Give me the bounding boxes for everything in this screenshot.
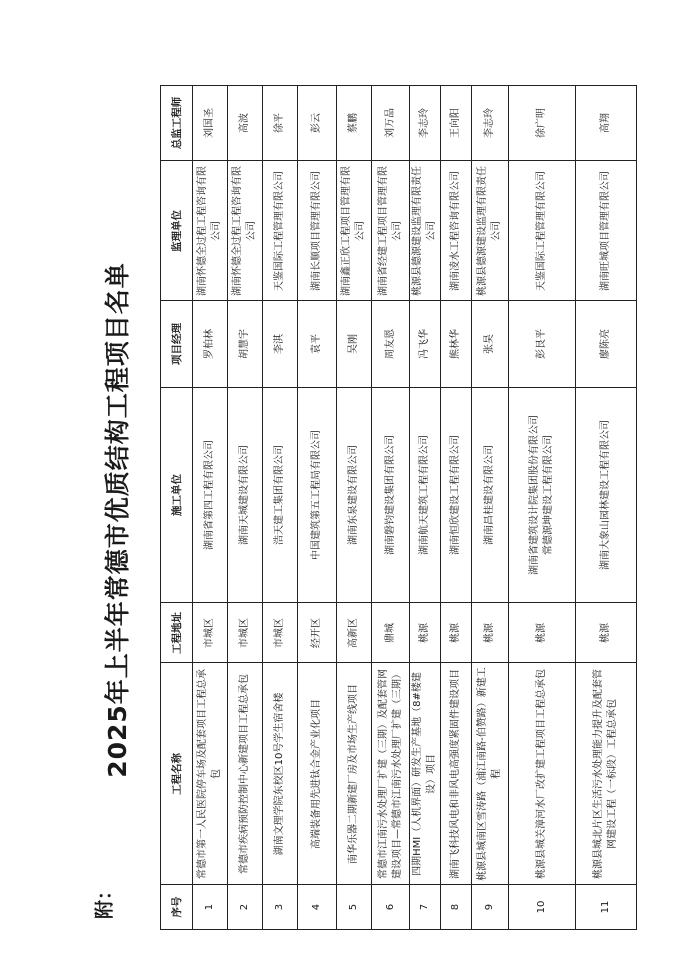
cell-text-pm: 张昊	[484, 334, 495, 354]
field-row-supervisor	[161, 161, 637, 301]
cell-chief-row-8	[441, 86, 472, 161]
header-label-address: 工程地址	[170, 611, 183, 654]
cell-no-row-8	[441, 885, 472, 930]
header-address	[161, 603, 193, 663]
cell-address-row-5	[337, 603, 372, 663]
cell-text-pm: 熊林华	[450, 329, 461, 359]
cell-name-row-7	[410, 663, 441, 885]
header-name	[161, 663, 193, 885]
cell-name-row-5	[337, 663, 372, 885]
cell-name-row-3	[263, 663, 298, 885]
cell-text-name: 常德市第一人民医院停车场及配套项目工程总承包	[197, 668, 222, 879]
header-no	[161, 885, 193, 930]
cell-text-no: 10	[536, 900, 547, 914]
cell-text-contractor: 湖南大象山园林建设工程有限公司	[600, 420, 611, 570]
header-chief	[161, 86, 193, 161]
cell-pm-row-8	[441, 301, 472, 388]
cell-text-address: 桃源	[419, 622, 430, 643]
cell-contractor-row-8	[441, 388, 472, 603]
cell-chief-row-10	[509, 86, 576, 161]
cell-contractor-row-1	[193, 388, 228, 603]
cell-supervisor-row-6	[372, 161, 410, 301]
cell-no-row-4	[298, 885, 337, 930]
cell-text-name: 常德市疾病预防控制中心新建项目工程总承包	[239, 673, 250, 874]
field-row-pm	[161, 301, 637, 388]
cell-text-no: 6	[384, 903, 396, 911]
cell-text-chief: 李志玲	[419, 108, 430, 138]
cell-chief-row-5	[337, 86, 372, 161]
cell-pm-row-3	[263, 301, 298, 388]
cell-text-no: 4	[311, 903, 322, 911]
header-label-supervisor: 监理单位	[170, 209, 183, 252]
cell-text-address: 鼎城	[384, 622, 396, 643]
cell-address-row-8	[441, 603, 472, 663]
cell-contractor-row-3	[263, 388, 298, 603]
cell-address-row-9	[472, 603, 509, 663]
cell-text-address: 桃源	[484, 622, 495, 643]
cell-text-chief: 高波	[239, 113, 250, 133]
field-row-address	[161, 603, 637, 663]
cell-text-contractor: 湖南磐钧建设集团有限公司	[384, 435, 396, 555]
cell-text-pm: 胡慧宇	[239, 329, 250, 359]
cell-supervisor-row-7	[410, 161, 441, 301]
header-label-name: 工程名称	[170, 752, 183, 795]
cell-text-supervisor: 桃源县德源建设监理有限责任公司	[477, 165, 502, 296]
cell-name-row-1	[193, 663, 228, 885]
cell-text-chief: 徐平	[274, 113, 285, 133]
cell-address-row-10	[509, 603, 576, 663]
cell-text-name: 高端装备用先进钛合金产业化项目	[311, 698, 322, 849]
cell-no-row-5	[337, 885, 372, 930]
cell-pm-row-10	[509, 301, 576, 388]
cell-pm-row-2	[228, 301, 263, 388]
cell-text-name: 桃源县城关漳河水厂改扩建工程项目工程总承包	[536, 668, 547, 879]
cell-chief-row-6	[372, 86, 410, 161]
cell-text-supervisor: 湖南省经建工程项目管理有限公司	[377, 165, 403, 296]
cell-name-row-8	[441, 663, 472, 885]
cell-text-contractor: 湖南省建筑设计院集团股份有限公司 常德源坤建设工程有限公司	[529, 405, 554, 575]
cell-text-contractor: 中国建筑第五工程局有限公司	[311, 430, 322, 560]
cell-text-address: 市城区	[239, 617, 250, 648]
cell-text-address: 桃源	[600, 622, 611, 643]
cell-address-row-3	[263, 603, 298, 663]
field-row-name	[161, 663, 637, 885]
cell-text-contractor: 湖南昌桂建设有限公司	[484, 445, 495, 545]
cell-address-row-1	[193, 603, 228, 663]
header-contractor	[161, 388, 193, 603]
cell-name-row-2	[228, 663, 263, 885]
cell-text-no: 7	[419, 903, 430, 911]
cell-contractor-row-2	[228, 388, 263, 603]
cell-text-supervisor: 湖南凌水工程咨询有限公司	[450, 170, 461, 291]
cell-chief-row-9	[472, 86, 509, 161]
cell-text-name: 湖南文理学院东校区10号学生宿舍楼	[274, 692, 285, 855]
cell-supervisor-row-11	[576, 161, 637, 301]
header-pm	[161, 301, 193, 388]
header-supervisor	[161, 161, 193, 301]
cell-name-row-4	[298, 663, 337, 885]
cell-text-contractor: 湖南省第四工程有限公司	[204, 440, 215, 550]
cell-pm-row-4	[298, 301, 337, 388]
header-label-pm: 项目经理	[170, 323, 183, 365]
cell-text-contractor: 湖南恒欣建设工程有限公司	[450, 435, 461, 555]
cell-no-row-7	[410, 885, 441, 930]
cell-text-chief: 蔡鹏	[348, 113, 359, 133]
cell-no-row-9	[472, 885, 509, 930]
cell-address-row-2	[228, 603, 263, 663]
cell-pm-row-5	[337, 301, 372, 388]
cell-contractor-row-5	[337, 388, 372, 603]
cell-text-no: 2	[239, 903, 250, 911]
cell-chief-row-3	[263, 86, 298, 161]
cell-contractor-row-9	[472, 388, 509, 603]
cell-no-row-10	[509, 885, 576, 930]
cell-address-row-4	[298, 603, 337, 663]
cell-text-name: 湖南飞科技风电和非风电高强度紧固件建设项目	[450, 668, 461, 879]
cell-supervisor-row-8	[441, 161, 472, 301]
cell-supervisor-row-3	[263, 161, 298, 301]
cell-contractor-row-6	[372, 388, 410, 603]
cell-no-row-6	[372, 885, 410, 930]
cell-text-no: 5	[348, 903, 359, 911]
cell-contractor-row-7	[410, 388, 441, 603]
cell-supervisor-row-9	[472, 161, 509, 301]
cell-text-contractor: 湖南天城建设有限公司	[239, 445, 250, 545]
cell-text-address: 桃源	[536, 622, 547, 643]
cell-text-chief: 刘国圣	[204, 108, 215, 138]
cell-text-contractor: 湖南东泉建设有限公司	[348, 445, 359, 545]
cell-text-chief: 高翔	[600, 113, 611, 133]
cell-text-contractor: 湖南航天建筑工程有限公司	[419, 435, 430, 555]
cell-text-name: 桃源县城南区雪涛路（浦江南路-伯赞路）新建工程	[477, 666, 502, 881]
document-title: 2025年上半年常德市优质结构工程项目名单	[103, 262, 132, 778]
field-row-chief	[161, 86, 637, 161]
cell-text-chief: 王向阳	[450, 108, 461, 138]
cell-text-pm: 罗柏林	[204, 329, 215, 359]
cell-supervisor-row-2	[228, 161, 263, 301]
header-label-no: 序号	[170, 896, 183, 918]
cell-supervisor-row-10	[509, 161, 576, 301]
cell-text-address: 市城区	[274, 617, 285, 648]
cell-text-supervisor: 湖南旺城项目管理有限公司	[600, 170, 611, 291]
cell-supervisor-row-5	[337, 161, 372, 301]
cell-text-no: 9	[484, 903, 495, 911]
cell-chief-row-1	[193, 86, 228, 161]
header-label-contractor: 施工单位	[170, 474, 183, 516]
field-row-contractor	[161, 388, 637, 603]
cell-name-row-11	[576, 663, 637, 885]
cell-text-no: 11	[600, 900, 611, 914]
project-table	[160, 85, 637, 930]
cell-text-pm: 彭艮平	[536, 329, 547, 359]
cell-text-pm: 周友恩	[384, 329, 396, 359]
cell-pm-row-11	[576, 301, 637, 388]
cell-text-address: 桃源	[450, 622, 461, 643]
cell-address-row-7	[410, 603, 441, 663]
cell-contractor-row-4	[298, 388, 337, 603]
cell-no-row-1	[193, 885, 228, 930]
cell-text-supervisor: 桃源县德源建设监理有限责任公司	[412, 165, 437, 296]
cell-address-row-6	[372, 603, 410, 663]
cell-name-row-10	[509, 663, 576, 885]
cell-text-name: 桃源县城北片区生活污水处理能力提升及配套管网建设工程（一标段）工程总承包	[593, 668, 618, 879]
cell-chief-row-2	[228, 86, 263, 161]
cell-pm-row-6	[372, 301, 410, 388]
cell-name-row-9	[472, 663, 509, 885]
cell-text-no: 1	[204, 903, 215, 911]
header-label-chief: 总监工程师	[170, 96, 183, 150]
field-row-no	[161, 885, 637, 930]
cell-text-pm: 李淇	[274, 334, 285, 354]
cell-text-chief: 李志玲	[484, 108, 495, 138]
cell-text-supervisor: 湖南怀德全过程工程咨询有限公司	[197, 165, 222, 296]
cell-text-no: 8	[450, 903, 461, 911]
cell-text-name: 四期HMI（人机界面）研发生产基地（8#楼建设）项目	[412, 671, 437, 876]
cell-text-supervisor: 湖南怀德全过程工程咨询有限公司	[232, 165, 257, 296]
cell-text-supervisor: 天鉴国际工程管理有限公司	[274, 170, 285, 291]
cell-text-chief: 徐广明	[536, 108, 547, 138]
cell-text-pm: 袁平	[311, 334, 322, 354]
cell-no-row-3	[263, 885, 298, 930]
attachment-label: 附：	[93, 880, 116, 920]
cell-text-pm: 冯飞华	[419, 329, 430, 359]
cell-text-pm: 吴刚	[348, 334, 359, 354]
cell-text-name: 常德市江南污水处理厂扩建（三期）及配套管网建设项目—常德市江南污水处理厂扩建（三期）	[377, 668, 403, 879]
cell-chief-row-4	[298, 86, 337, 161]
cell-text-address: 经开区	[311, 617, 322, 648]
cell-contractor-row-10	[509, 388, 576, 603]
cell-supervisor-row-4	[298, 161, 337, 301]
cell-name-row-6	[372, 663, 410, 885]
cell-text-address: 市城区	[204, 617, 215, 648]
cell-contractor-row-11	[576, 388, 637, 603]
cell-chief-row-7	[410, 86, 441, 161]
cell-text-no: 3	[274, 903, 285, 911]
cell-pm-row-1	[193, 301, 228, 388]
cell-text-name: 南华乐器二期新建厂房及市场生产线项目	[348, 683, 359, 864]
cell-text-pm: 廖陈亮	[600, 329, 611, 359]
cell-pm-row-7	[410, 301, 441, 388]
cell-text-supervisor: 湖南长顺项目管理有限公司	[311, 170, 322, 291]
cell-text-chief: 刘万品	[384, 108, 396, 138]
cell-pm-row-9	[472, 301, 509, 388]
cell-text-supervisor: 湖南鑫正欣工程项目管理有限公司	[341, 165, 366, 296]
cell-text-supervisor: 天鉴国际工程管理有限公司	[536, 170, 547, 291]
cell-address-row-11	[576, 603, 637, 663]
cell-no-row-11	[576, 885, 637, 930]
cell-no-row-2	[228, 885, 263, 930]
cell-chief-row-11	[576, 86, 637, 161]
cell-supervisor-row-1	[193, 161, 228, 301]
cell-text-address: 高新区	[348, 617, 359, 648]
cell-text-contractor: 浩天建工集团有限公司	[274, 445, 285, 545]
cell-text-chief: 彭云	[311, 113, 322, 133]
